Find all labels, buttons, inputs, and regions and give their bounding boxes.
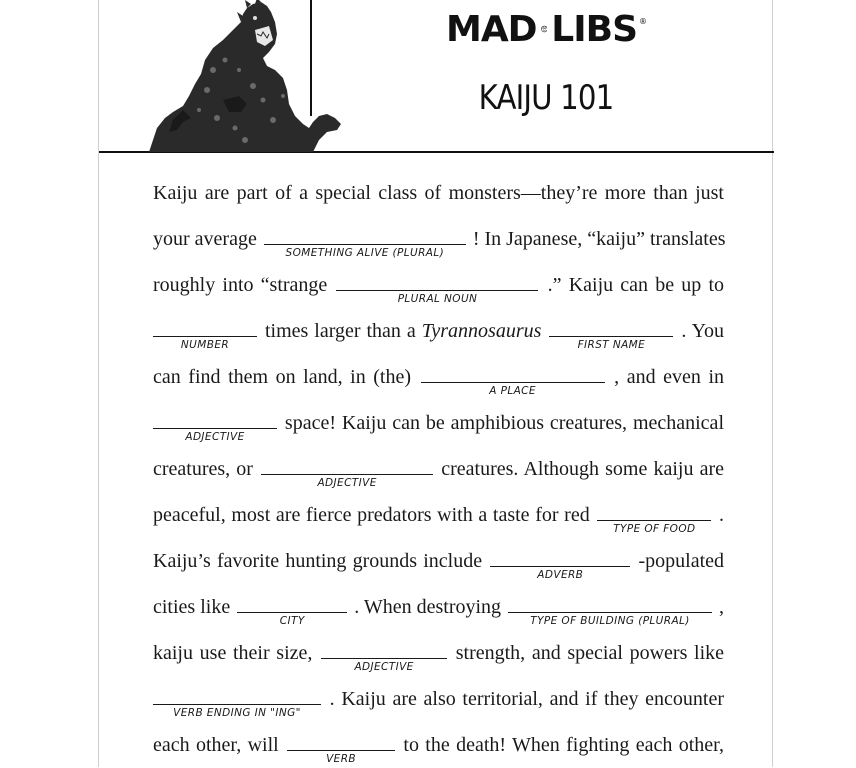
blank-adjective[interactable] [321, 642, 447, 673]
blank-caption: VERB ENDING IN "ING" [173, 707, 301, 719]
blank-caption: ADJECTIVE [317, 477, 377, 489]
story-line [153, 676, 724, 722]
story-italic-word: Tyrannosaurus [421, 320, 542, 342]
story-text-segment: . [719, 504, 725, 526]
logo-text-left: MAD [446, 8, 537, 50]
story-text-segment: , [719, 596, 725, 618]
story-text-segment: your average [153, 228, 257, 250]
story-line [153, 400, 724, 446]
story-text-segment: to the death! When fighting each other, [403, 734, 725, 756]
story-line [153, 308, 724, 354]
blank-city[interactable] [237, 596, 347, 627]
blank-adverb[interactable] [490, 550, 630, 581]
story-text-segment: each other, will [153, 734, 279, 756]
mad-libs-logo [446, 9, 646, 49]
story-text-segment: strength, and special powers like [455, 642, 725, 664]
story-text-segment: . You [681, 320, 725, 342]
blank-plural-noun[interactable] [336, 274, 538, 305]
story-text-segment: can find them on land, in (the) [153, 366, 412, 388]
blank-type-of-food[interactable] [597, 504, 711, 535]
page-title: KAIJU 101 [478, 78, 614, 118]
blank-caption: CITY [279, 615, 305, 627]
story-text-segment: creatures. Although some kaiju are [441, 458, 725, 480]
blank-caption: ADJECTIVE [185, 431, 245, 443]
blank-caption: ADVERB [537, 569, 584, 581]
kaiju-illustration-icon [143, 0, 355, 152]
story-line [153, 538, 724, 584]
story-line [153, 722, 724, 768]
blank-verb-ending-in-ing[interactable] [153, 688, 321, 719]
blank-adjective[interactable] [261, 458, 433, 489]
blank-caption: NUMBER [180, 339, 230, 351]
blank-something-alive-plural[interactable] [264, 228, 466, 259]
story-text-segment: peaceful, most are fierce predators with a taste for red [153, 504, 590, 526]
story-text-segment: creatures, or [153, 458, 253, 480]
story-text-segment: . When destroying [354, 596, 502, 618]
story-text-segment: , and even in [614, 366, 725, 388]
blank-caption: VERB [326, 753, 357, 765]
story-text-segment: space! Kaiju can be amphibious creatures, mechanical [284, 412, 724, 434]
story-line [153, 584, 724, 630]
header-divider [310, 0, 312, 116]
registered-mark: ® [639, 17, 646, 26]
story-line [153, 492, 724, 538]
story-text-segment: .” Kaiju can be up to [547, 274, 725, 296]
story-line [153, 170, 724, 216]
story-line [153, 216, 724, 262]
blank-number[interactable] [153, 320, 257, 351]
story-text-segment: cities like [153, 596, 231, 618]
blank-caption: A PLACE [489, 385, 536, 397]
blank-caption: SOMETHING ALIVE (PLURAL) [285, 247, 445, 259]
story-text-segment: Kaiju are part of a special class of monsters—they’re more than just [153, 182, 724, 204]
story-text-segment: roughly into “strange [153, 274, 328, 296]
mad-libs-page [98, 0, 773, 767]
story-line [153, 446, 724, 492]
blank-adjective[interactable] [153, 412, 277, 443]
blank-caption: TYPE OF FOOD [613, 523, 696, 535]
story-line [153, 262, 724, 308]
blank-verb[interactable] [287, 734, 395, 765]
blank-first-name[interactable] [549, 320, 673, 351]
blank-type-of-building-plural[interactable] [508, 596, 712, 627]
story-line [153, 354, 724, 400]
story-text-segment: . Kaiju are also territorial, and if they encounter [329, 688, 724, 710]
story-line [153, 630, 724, 676]
story-text-segment: -populated [638, 550, 725, 572]
blank-caption: TYPE OF BUILDING (PLURAL) [530, 615, 690, 627]
story-text-segment: times larger than a [264, 320, 416, 342]
smiley-face-icon [541, 13, 548, 45]
story-text-segment: ! In Japanese, “kaiju” translates [472, 228, 726, 250]
story-text [153, 170, 724, 768]
page-header [99, 0, 774, 153]
blank-a-place[interactable] [421, 366, 605, 397]
logo-text-right: LIBS [551, 8, 637, 50]
blank-caption: PLURAL NOUN [397, 293, 478, 305]
blank-caption: ADJECTIVE [354, 661, 414, 673]
story-text-segment: Kaiju’s favorite hunting grounds include [153, 550, 483, 572]
story-text-segment: kaiju use their size, [153, 642, 313, 664]
blank-caption: FIRST NAME [577, 339, 646, 351]
